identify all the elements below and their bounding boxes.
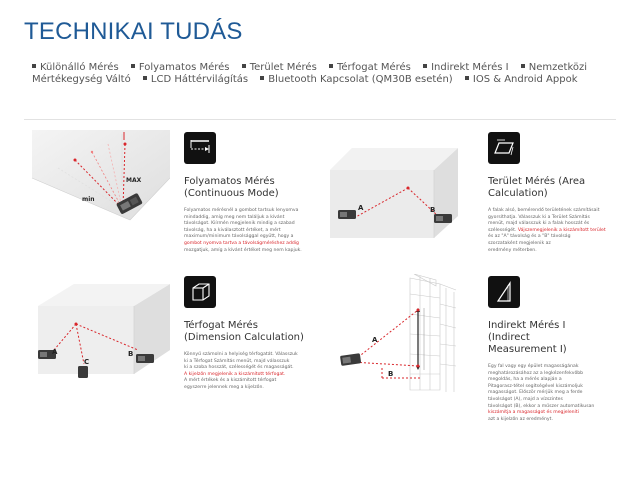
area-measure-icon [488, 132, 520, 164]
card-description: Folyamatos mérésnél a gombot tartsuk lenyomva mindaddig, amíg meg nem találjuk a kívánt távolságot. Kiírmén megjelenik mindig a szabad távolság, ha a kiválasztott értéket, a mért maximum/minimum távolsággal együtt, hogy a gombot nyomva tartva a távolságméréshez addig mozgatjuk, amíg a kívánt értéket meg nem kapjuk. [184, 208, 302, 253]
bullet-square-icon [465, 76, 469, 80]
section-divider [24, 119, 616, 120]
card-description: A falak alsó, bemérendő területének számításait gyorsíthatja. Válasszuk ki a Terület Számítás menüt, majd válasszuk ki a falak hosszát és szélességét. Vájszemegjelenik a kiszámított terület és az "A" távolság és a "B" távolság szorzataként megjelenik az eredmény méterben. [488, 208, 606, 253]
continuous-mode-illustration [30, 130, 170, 242]
volume-measure-illustration [30, 284, 170, 384]
bullet-square-icon [143, 76, 147, 80]
feature-label: Indirekt Mérés I [431, 62, 509, 73]
area-measure-card [488, 132, 608, 254]
card-description: Könnyű számolni a helyiség térfogatát. Válasszuk ki a Térfogat Számítás menüt, majd válasszuk ki a szoba hosszát, szélességét és magasságát. A kijelzőn megjelenik a kiszámított térfogat. A mért értékek és a kiszámított térfogat egyszerre jelennek meg a kijelzőn. [184, 352, 298, 390]
feature-label: IOS & Android Appok [472, 74, 578, 85]
bullet-square-icon [260, 76, 264, 80]
highlighted-text: A kijelzőn megjelenik a kiszámított térfogat. [184, 371, 286, 377]
volume-measure-card [184, 276, 304, 392]
area-b-label: B [430, 206, 436, 214]
feature-item [465, 74, 578, 85]
feature-label: Nemzetközi Mértékegység Váltó [32, 62, 588, 85]
highlighted-text: kiszámítja a magasságot és megjeleníti [488, 410, 579, 416]
feature-label: Terület Mérés [249, 62, 317, 73]
indirect-measure-card [488, 276, 608, 423]
card-description: Egy fal vagy egy épület magasságának meghatározásához az a legkézenfekvőbb megoldás, ha a mérés alapján a Pitagorasz-tétel segítségével kiszámoljuk magasságot. Először mérjük meg a ferde távolságot (A), majd a vízszintes távolságot (B), ekkor a műszer automatikusan kiszámítja a magasságot és megjeleníti azt a kijelzőn az eredményt. [488, 364, 595, 422]
card-title: Térfogat Mérés (Dimension Calculation) [184, 320, 304, 343]
page-title: TECHNIKAI TUDÁS [24, 18, 243, 45]
min-label: min [82, 196, 95, 203]
indirect-a-label: A [372, 336, 378, 344]
area-a-label: A [358, 204, 364, 212]
feature-item [423, 62, 509, 73]
max-label: MAX [126, 177, 142, 184]
area-measure-illustration [330, 148, 470, 244]
volume-a-label: A [52, 348, 58, 356]
feature-label: Bluetooth Kapcsolat (QM30B esetén) [268, 74, 453, 85]
feature-label: Különálló Mérés [40, 62, 119, 73]
continuous-mode-card [184, 132, 304, 254]
volume-measure-icon [184, 276, 216, 308]
bullet-square-icon [32, 64, 36, 68]
feature-item [242, 62, 317, 73]
feature-item [260, 74, 452, 85]
card-title: Indirekt Mérés I (Indirect Measurement I) [488, 320, 567, 355]
continuous-mode-icon [184, 132, 216, 164]
bullet-square-icon [521, 64, 525, 68]
highlighted-text: Vájszemegjelenik a kiszámított terület [517, 227, 606, 233]
indirect-measure-icon [488, 276, 520, 308]
feature-label: LCD Háttérvilágítás [150, 74, 249, 85]
card-title: Folyamatos Mérés (Continuous Mode) [184, 176, 279, 199]
indirect-b-label: B [388, 370, 394, 378]
volume-b-label: B [128, 350, 134, 358]
bullet-square-icon [423, 64, 427, 68]
feature-item [131, 62, 230, 73]
indirect-measure-illustration [336, 274, 466, 396]
feature-item [143, 74, 248, 85]
feature-label: Térfogat Mérés [336, 62, 411, 73]
feature-label: Folyamatos Mérés [138, 62, 230, 73]
card-title: Terület Mérés (Area Calculation) [488, 176, 586, 199]
highlighted-text: gombot nyomva tartva a távolságméréshez addig [184, 240, 299, 246]
feature-list [32, 62, 612, 86]
bullet-square-icon [329, 64, 333, 68]
feature-item [32, 62, 119, 73]
bullet-square-icon [242, 64, 246, 68]
bullet-square-icon [131, 64, 135, 68]
volume-c-label: C [84, 358, 90, 366]
feature-item [329, 62, 411, 73]
